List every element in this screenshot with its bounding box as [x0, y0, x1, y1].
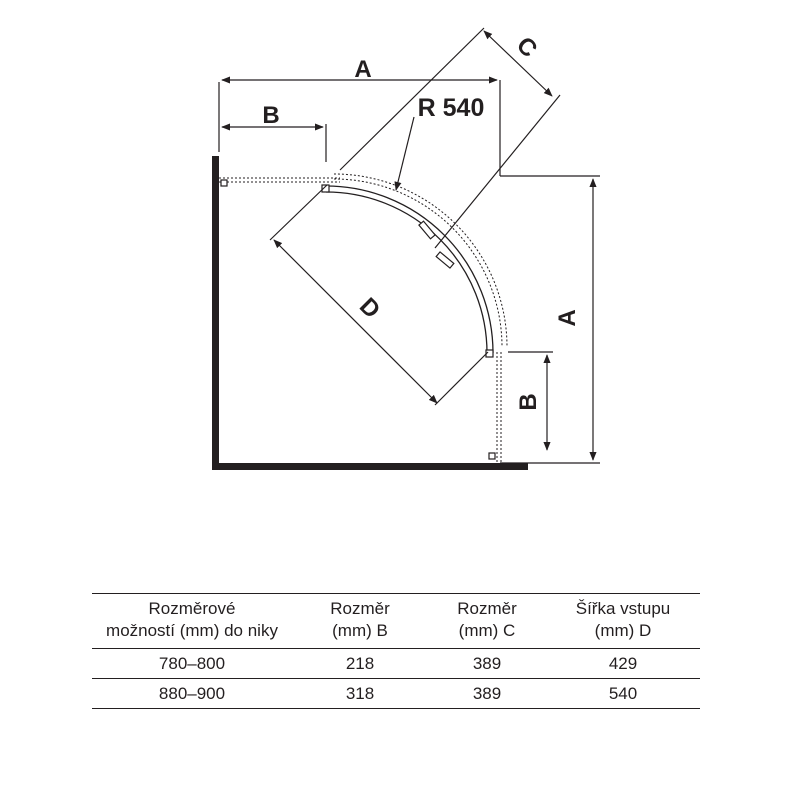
- cell-b: 218: [345, 653, 375, 673]
- header-line: Rozměr: [457, 599, 517, 618]
- label-b-side: B: [515, 393, 542, 411]
- cell-d: 429: [608, 653, 638, 673]
- fixed-glass-panels: [219, 178, 501, 463]
- header-line: možností (mm) do niky: [106, 621, 278, 640]
- header-line: Rozměr: [330, 599, 390, 618]
- header-entry-width-d: [546, 594, 700, 649]
- cell-range: 780–800: [158, 653, 226, 673]
- header-dimension-c: [428, 594, 546, 649]
- cell-range: 880–900: [158, 683, 226, 703]
- label-radius: R 540: [417, 94, 485, 122]
- cell-c: 389: [472, 683, 502, 703]
- header-line: (mm) D: [594, 621, 652, 640]
- table-row: [92, 679, 700, 709]
- dimensions-table: [92, 593, 700, 709]
- header-line: (mm) C: [458, 621, 516, 640]
- header-size-options: [92, 594, 292, 649]
- header-dimension-b: [292, 594, 428, 649]
- label-b-top: B: [262, 102, 280, 129]
- header-line: Šířka vstupu: [575, 599, 671, 618]
- table-row: [92, 649, 700, 679]
- cell-c: 389: [472, 653, 502, 673]
- cell-b: 318: [345, 683, 375, 703]
- curved-sliding-doors: [322, 174, 507, 357]
- label-d: D: [353, 292, 386, 325]
- label-a-side: A: [554, 309, 581, 327]
- label-c: C: [510, 31, 543, 64]
- table-header-row: [92, 594, 700, 649]
- header-line: (mm) B: [332, 621, 388, 640]
- header-line: Rozměrové: [148, 599, 236, 618]
- label-a-top: A: [354, 56, 372, 83]
- cell-d: 540: [608, 683, 638, 703]
- dimension-lines: [219, 28, 600, 463]
